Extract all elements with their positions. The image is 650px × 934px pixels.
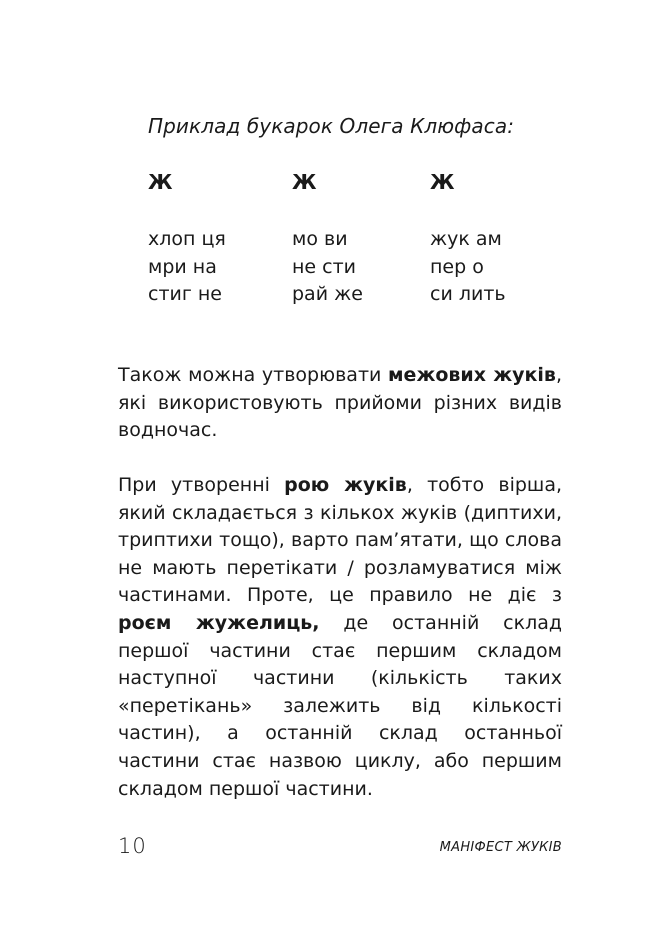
paragraph-text: Також можна утворювати <box>118 364 389 386</box>
term-swarm-of-bugs: рою жуків <box>284 474 407 496</box>
bug-line: си лить <box>430 283 506 305</box>
term-swarm-of-ground-beetles: роєм жужелиць, <box>118 611 320 634</box>
paragraph-text: , тобто вірша, який складається з кількох жуків (диптихи, триптихи тощо), варто пам’ятати, що слова не мають перетікати / розламуватися між частинами. Проте, це правило не діє з <box>118 474 563 607</box>
bug-title: Ж <box>148 170 173 194</box>
example-heading: Приклад букарок Олега Клюфаса: <box>148 114 515 138</box>
bug-line: пер о <box>430 255 484 278</box>
bug-line: мо ви <box>292 228 348 250</box>
bug-line: стиг не <box>148 283 222 305</box>
paragraph-swarm-of-bugs <box>118 472 562 803</box>
bug-column-1 <box>148 168 226 309</box>
paragraph-boundary-bugs <box>118 362 562 445</box>
running-title: МАНІФЕСТ ЖУКІВ <box>439 840 562 855</box>
bug-line: хлоп ця <box>148 228 226 250</box>
term-boundary-bugs: межових жуків <box>388 364 556 386</box>
bug-line: мри на <box>148 255 217 278</box>
bug-column-3 <box>430 168 506 309</box>
paragraph-text: де останній склад першої частини стає першим складом наступної частини (кількість таких «перетікань» залежить від кількості частин), а останній склад останньої частини стає назвою циклу, або першим складом першої частини. <box>118 611 562 800</box>
paragraph-text: , які використовують прийоми різних видів водночас. <box>118 364 563 442</box>
page-number: 10 <box>118 834 147 858</box>
bug-line: жук ам <box>430 228 502 250</box>
bug-title: Ж <box>430 170 455 194</box>
paragraph-text: При утворенні <box>118 474 285 496</box>
bug-title: Ж <box>292 170 317 194</box>
bug-line: рай же <box>292 283 363 305</box>
bug-line: не сти <box>292 255 357 278</box>
bug-column-2 <box>292 168 363 309</box>
